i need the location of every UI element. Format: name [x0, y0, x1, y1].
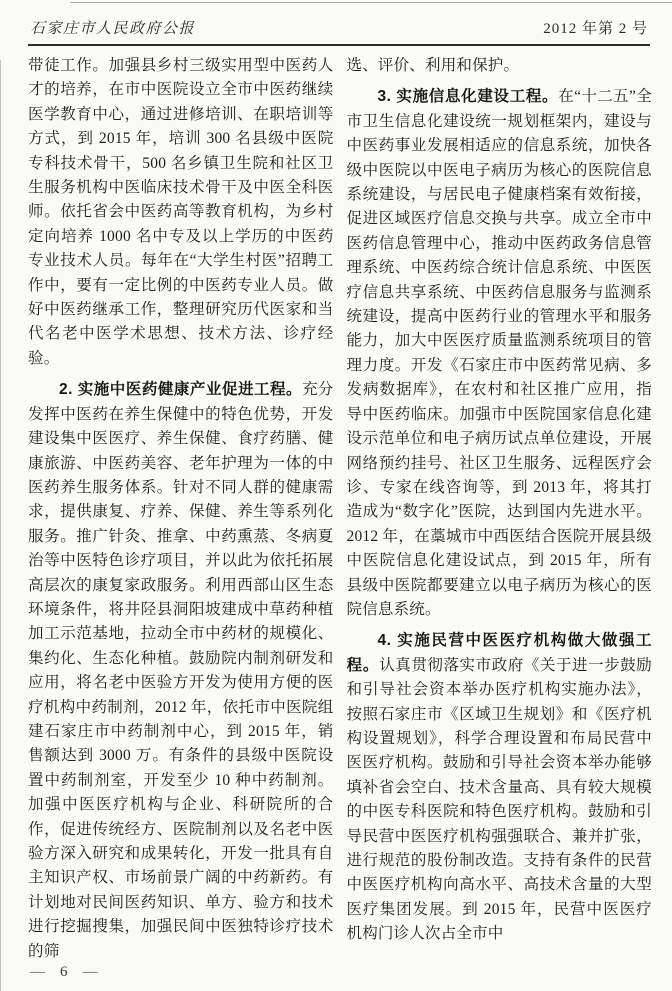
paragraph-text: 选、评价、利用和保护。 [346, 57, 520, 74]
section-paragraph [347, 85, 653, 622]
continuation-paragraph [347, 54, 653, 78]
document-body [0, 46, 672, 960]
section-paragraph [28, 378, 334, 960]
footer-dash-right: — [82, 964, 99, 980]
issue-number: 2012 年第 2 号 [543, 21, 648, 37]
right-column [347, 54, 653, 960]
left-column [28, 54, 334, 960]
continuation-paragraph [28, 54, 334, 371]
paragraph-text: 充分发挥中医药在养生保健中的特色优势，开发建设集中医医疗、养生保健、食疗药膳、健康旅游、中医药美容、老年护理为一体的中医药养生服务体系。针对不同人群的健康需求，提供康复、疗养、保健、养生等系列化服务。推广针灸、推拿、中药熏蒸、冬病夏治等中医特色诊疗项目，并以此为依托拓展高层次的康复家政服务。利用西部山区生态环境条件，将井陉县洞阳坡建成中草药种植加工示范基地，拉动全市中药材的规模化、集约化、生态化种植。鼓励院内制剂研发和应用，将名老中医验方开发为使用方便的医疗机构中药制剂，2012 年，依托市中医院组建石家庄市中药制剂中心，到 2015 年，销售额达到 3000 万。有条件的县级中医院设置中药制剂室，开发至少 10 种中药制剂。加强中医医疗机构与企业、科研院所的合作，促进传统经方、医院制剂以及名老中医验方深入研究和成果转化，开发一批具有自主知识产权、市场前景广阔的中药新药。有计划地对民间医药知识、单方、验方和技术进行挖掘搜集，加强民间中医独特诊疗技术的筛 [28, 381, 334, 960]
section-heading: 2. 实施中医药健康产业促进工程。 [59, 381, 303, 399]
page-number: 6 [60, 964, 69, 980]
section-heading: 3. 实施信息化建设工程。 [377, 88, 559, 106]
footer-dash-left: — [30, 964, 46, 980]
page-footer [30, 964, 99, 981]
paragraph-text: 在“十二五”全市卫生信息化建设统一规划框架内，建设与中医药事业发展相适应的信息系统，加快各级中医院以中医电子病历为核心的医院信息系统建设，与居民电子健康档案有效衔接，促进区域医疗信息交换与共享。成立全市中医药信息管理中心，推动中医药政务信息管理系统、中医药综合统计信息系统、中医医疗信息共享系统、中医药信息服务与监测系统建设，提高中医药行业的管理水平和服务能力，加大中医医疗质量监测系统项目的管理力度。开发《石家庄市中医药常见病、多发病数据库》，在农村和社区推广应用，指导中医药临床。加强市中医院国家信息化建设示范单位和电子病历试点单位建设，开展网络预约挂号、社区卫生服务、远程医疗会诊、专家在线咨询等，到 2013 年，将其打造成为“数字化”医院，达到国内先进水平。2012 年，在藁城市中西医结合医院开展县级中医院信息化建设试点，到 2015 年，所有县级中医院都要建立以电子病历为核心的医院信息系统。 [346, 88, 652, 618]
scan-edge-artifact-left [0, 60, 1, 991]
paragraph-text: 认真贯彻落实市政府《关于进一步鼓励和引导社会资本举办医疗机构实施办法》，按照石家庄市《区域卫生规划》和《医疗机构设置规划》，科学合理设置和布局民营中医医疗机构。鼓励和引导社会资本举办能够填补省会空白、技术含量高、具有较大规模的中医专科医院和特色医疗机构。鼓励和引导民营中医医疗机构强强联合、兼并扩张，进行规范的股份制改造。支持有条件的民营中医医疗机构向高水平、高技术含量的大型医疗集团发展。到 2015 年，民营中医医疗机构门诊人次占全市中 [346, 656, 652, 943]
gazette-title: 石家庄市人民政府公报 [30, 21, 196, 37]
paragraph-text: 带徒工作。加强县乡村三级实用型中医药人才的培养，在市中医院设立全市中医药继续医学教育中心，通过进修培训、在职培训等方式，到 2015 年，培训 300 名县级中医院专科技术骨干，500 名乡镇卫生院和社区卫生服务机构中医临床技术骨干及中医全科医师。依托省会中医药高等教育机构，为乡村定向培养 1000 名中专及以上学历的中医药专业技术人员。每年在“大学生村医”招聘工作中，要有一定比例的中医药专业人员。做好中医药继承工作，整理研究历代医家和当代名老中医学术思想、技术方法、诊疗经验。 [28, 57, 334, 367]
section-heading: 4. 实施民营中医医疗机构做大做强工程。 [346, 632, 652, 674]
section-paragraph [347, 629, 653, 946]
scan-edge-artifact-top [70, 2, 672, 3]
page-header [0, 0, 672, 38]
